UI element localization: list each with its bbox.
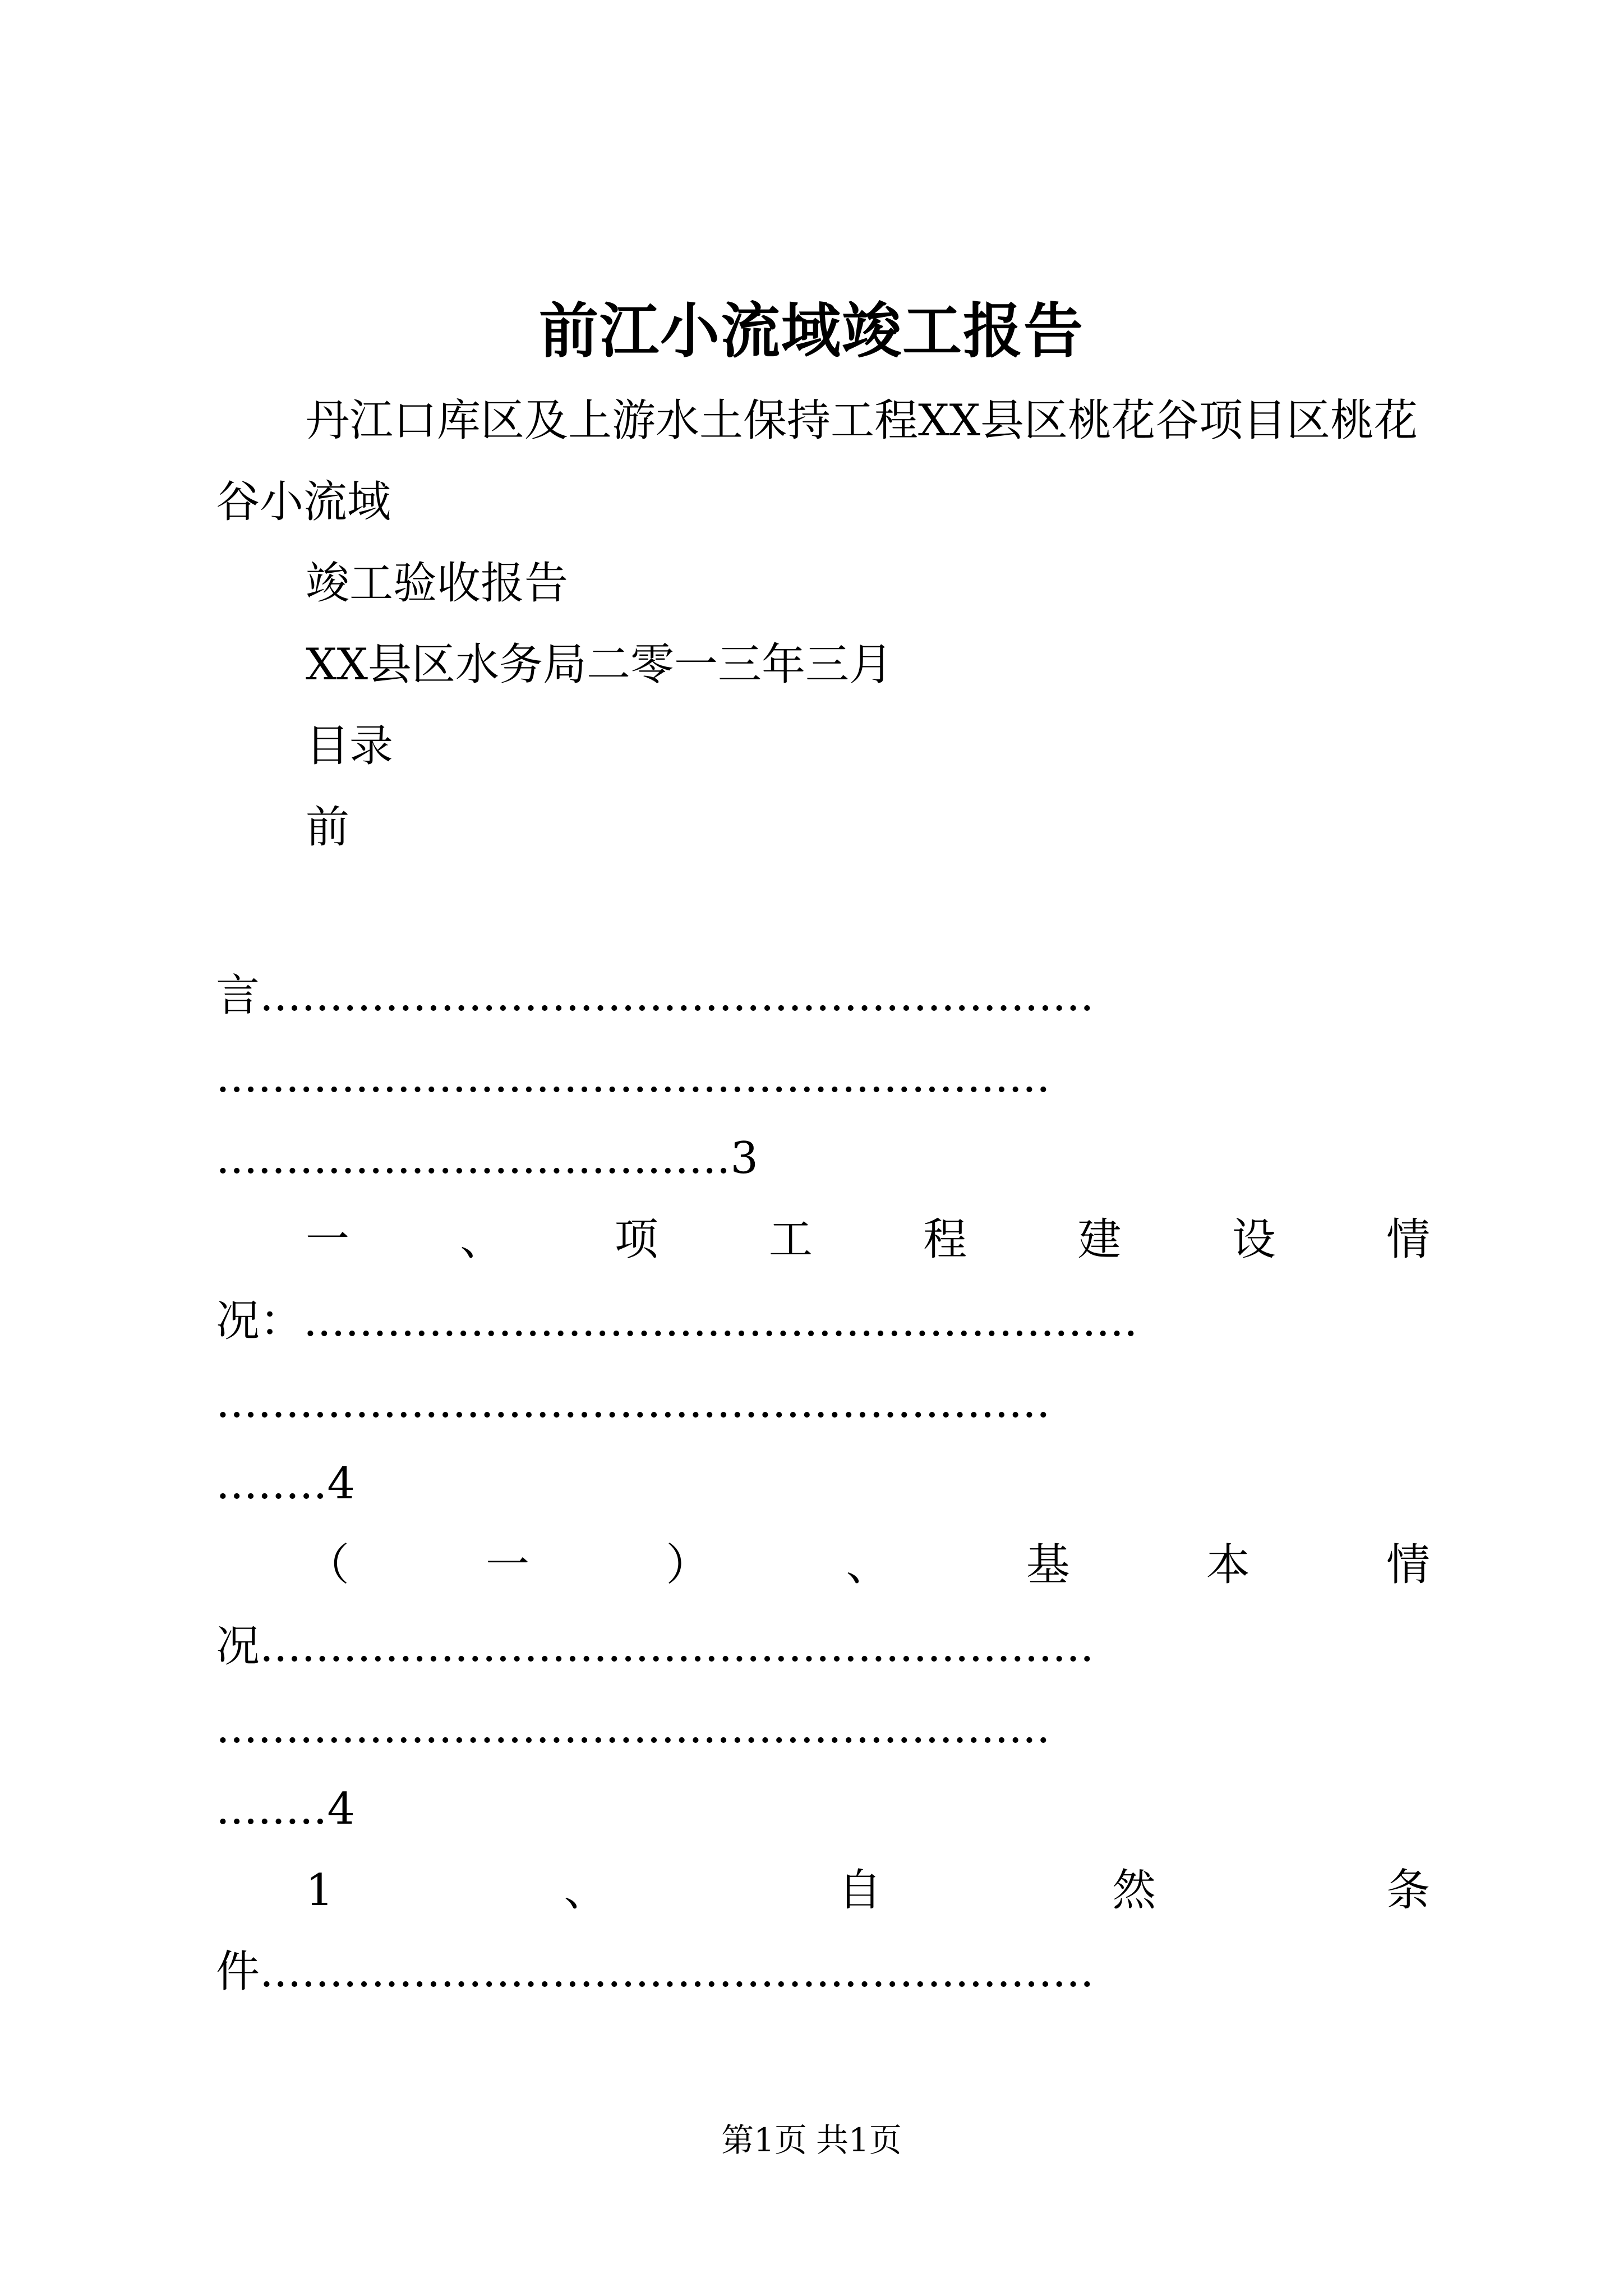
dot-leader: ............................................................	[260, 1621, 1094, 1672]
dot-leader: ............................................................	[260, 970, 1094, 1021]
toc-section-1-char: 、	[460, 1214, 504, 1265]
page-footer	[0, 2118, 1623, 2162]
toc-section-1-1-leader-row-2	[216, 1697, 1461, 1759]
toc-section-1-1-tail: 况	[216, 1621, 260, 1672]
toc-section-1-char: 工	[768, 1214, 813, 1265]
dot-leader: ............................................................	[216, 1703, 1050, 1753]
toc-item-1-head	[306, 1860, 1430, 1921]
dot-leader: ........	[216, 1458, 328, 1509]
dot-leader: .....................................	[216, 1133, 731, 1184]
toc-preface-leader-row-3	[216, 1128, 758, 1189]
toc-section-1-tail: 况：	[216, 1296, 304, 1346]
toc-item-1-char: 自	[838, 1865, 882, 1916]
toc-preface-page-number: 3	[730, 1133, 759, 1184]
toc-section-1-char: 情	[1386, 1214, 1430, 1265]
toc-section-1-char: 设	[1232, 1214, 1276, 1265]
toc-section-1-leader-row-3	[216, 1453, 355, 1515]
toc-section-1-1-char: 本	[1206, 1540, 1250, 1590]
dot-leader: ............................................................	[216, 1052, 1050, 1102]
toc-section-1-1-leader-row-1	[216, 1616, 1461, 1677]
toc-section-1-1-page-number: 4	[327, 1784, 355, 1834]
toc-section-1-head	[306, 1209, 1430, 1271]
toc-section-1-char: 程	[923, 1214, 967, 1265]
toc-item-1-char: 、	[564, 1865, 608, 1916]
toc-section-1-1-char: （	[306, 1540, 350, 1590]
toc-preface-leader-row-1	[216, 965, 1461, 1027]
dot-leader: ............................................................	[260, 1947, 1094, 1997]
intro-line-2: 谷小流域	[216, 477, 391, 527]
dot-leader: ........	[216, 1784, 328, 1834]
toc-item-1-char: 然	[1112, 1865, 1156, 1916]
toc-preface-tail: 言	[216, 970, 260, 1021]
toc-section-1-1-char: 、	[846, 1540, 890, 1590]
issuer-date-line: XX县区水务局二零一三年三月	[306, 639, 893, 690]
acceptance-report-line: 竣工验收报告	[306, 558, 569, 609]
toc-section-1-1-head	[306, 1534, 1430, 1596]
toc-item-1-tail: 件	[216, 1947, 260, 1997]
page-number-label: 第1页	[721, 2121, 807, 2159]
toc-section-1-leader-row-2	[216, 1372, 1461, 1433]
toc-item-1-char: 1	[306, 1865, 334, 1916]
toc-heading: 目录	[306, 721, 394, 771]
toc-section-1-char: 建	[1077, 1214, 1122, 1265]
toc-section-1-char: 一	[306, 1214, 350, 1265]
toc-preface-head: 前	[306, 802, 350, 853]
toc-item-1-leader-row-1	[216, 1941, 1461, 2003]
toc-section-1-1-char: 基	[1026, 1540, 1070, 1590]
toc-section-1-char: 项	[614, 1214, 658, 1265]
toc-section-1-1-char: 一	[486, 1540, 530, 1590]
toc-section-1-leader-row-1	[216, 1290, 1461, 1352]
toc-preface-leader-row-2	[216, 1046, 1461, 1108]
intro-line-1: 丹江口库区及上游水土保持工程XX县区桃花谷项目区桃花	[306, 395, 1418, 446]
toc-section-1-page-number: 4	[327, 1458, 355, 1509]
dot-leader: ............................................................	[216, 1377, 1050, 1428]
toc-section-1-1-leader-row-3	[216, 1778, 355, 1840]
dot-leader: ............................................................	[303, 1296, 1138, 1346]
total-pages-label: 共1页	[816, 2121, 902, 2159]
toc-section-1-1-char: 情	[1386, 1540, 1430, 1590]
document-title: 前江小流域竣工报告	[539, 296, 1084, 366]
toc-item-1-char: 条	[1386, 1865, 1430, 1916]
toc-section-1-1-char: ）	[666, 1540, 710, 1590]
